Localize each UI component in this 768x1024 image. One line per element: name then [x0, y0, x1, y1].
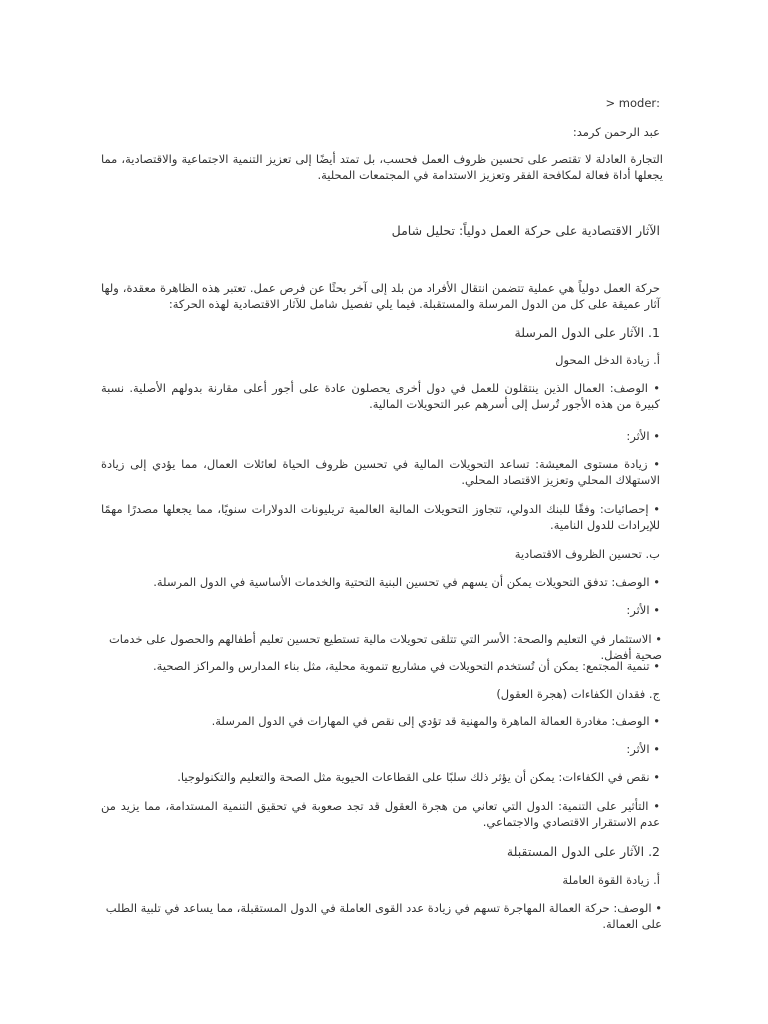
subsection-1c-heading: ج. فقدان الكفاءات (هجرة العقول) — [496, 687, 660, 701]
overview-paragraph: حركة العمل دولياً هي عملية تتضمن انتقال الأفراد من بلد إلى آخر بحثًا عن فرص عمل. تعتبر هذه الظاهرة معقدة، ولها آثار عميقة على كل من الدول المرسلة والمستقبلة. فيما يلي تفصيل شامل للآثار الاقتصادية لهذه الحركة: — [101, 281, 660, 311]
list-item: • الوصف: مغادرة العمالة الماهرة والمهنية قد تؤدي إلى نقص في المهارات في الدول المرسلة. — [211, 714, 660, 728]
list-item: • التأثير على التنمية: الدول التي تعاني من هجرة العقول قد تجد صعوبة في تحقيق التنمية المستدامة، مما يزيد من عدم الاستقرار الاقتصادي والاجتماعي. — [101, 799, 660, 829]
list-item: • زيادة مستوى المعيشة: تساعد التحويلات المالية في تحسين ظروف الحياة لعائلات العمال، مما يؤدي إلى زيادة الاستهلاك المحلي وتعزيز الاقتصاد المحلي. — [101, 457, 660, 487]
subsection-1b-heading: ب. تحسين الظروف الاقتصادية — [514, 547, 660, 561]
list-item: • نقص في الكفاءات: يمكن أن يؤثر ذلك سلبًا على القطاعات الحيوية مثل الصحة والتعليم والتكنولوجيا. — [177, 770, 660, 784]
list-item: • الوصف: العمال الذين ينتقلون للعمل في دول أخرى يحصلون عادة على أجور أعلى مقارنة بدولهم الأصلية. نسبة كبيرة من هذه الأجور تُرسل إلى أسرهم عبر التحويلات المالية. — [101, 381, 660, 411]
list-item: • الوصف: تدفق التحويلات يمكن أن يسهم في تحسين البنية التحتية والخدمات الأساسية في الدول المرسلة. — [153, 575, 660, 589]
list-item: • الاستثمار في التعليم والصحة: الأسر التي تتلقى تحويلات مالية تستطيع تحسين تعليم أطفالهم والحصول على خدمات صحية أفضل. — [108, 632, 662, 662]
document-tag-line: :moder < — [605, 96, 660, 110]
list-item: • تنمية المجتمع: يمكن أن تُستخدم التحويلات في مشاريع تنموية محلية، مثل بناء المدارس والمراكز الصحية. — [153, 659, 660, 673]
list-item: • الأثر: — [626, 603, 660, 617]
author-line: عبد الرحمن كرمد: — [572, 125, 660, 139]
document-title: الآثار الاقتصادية على حركة العمل دولياً: تحليل شامل — [391, 223, 660, 238]
list-item: • الأثر: — [626, 742, 660, 756]
subsection-2a-heading: أ. زيادة القوة العاملة — [562, 873, 660, 887]
list-item: • الوصف: حركة العمالة المهاجرة تسهم في زيادة عدد القوى العاملة في الدول المستقبلة، مما يساعد في تلبية الطلب على العمالة. — [105, 901, 662, 931]
section-2-heading: 2. الآثار على الدول المستقبلة — [506, 844, 660, 859]
list-item: • الأثر: — [626, 429, 660, 443]
section-1-heading: 1. الآثار على الدول المرسلة — [514, 325, 660, 340]
intro-paragraph: التجارة العادلة لا تقتصر على تحسين ظروف العمل فحسب، بل تمتد أيضًا إلى تعزيز التنمية الاجتماعية والاقتصادية، مما يجعلها أداة فعالة لمكافحة الفقر وتعزيز الاستدامة في المجتمعات المحلية. — [101, 152, 663, 182]
subsection-1a-heading: أ. زيادة الدخل المحول — [555, 353, 660, 367]
list-item: • إحصائيات: وفقًا للبنك الدولي، تتجاوز التحويلات المالية العالمية تريليونات الدولارات سنويًا، مما يجعلها مصدرًا مهمًا للإيرادات للدول النامية. — [101, 502, 660, 532]
